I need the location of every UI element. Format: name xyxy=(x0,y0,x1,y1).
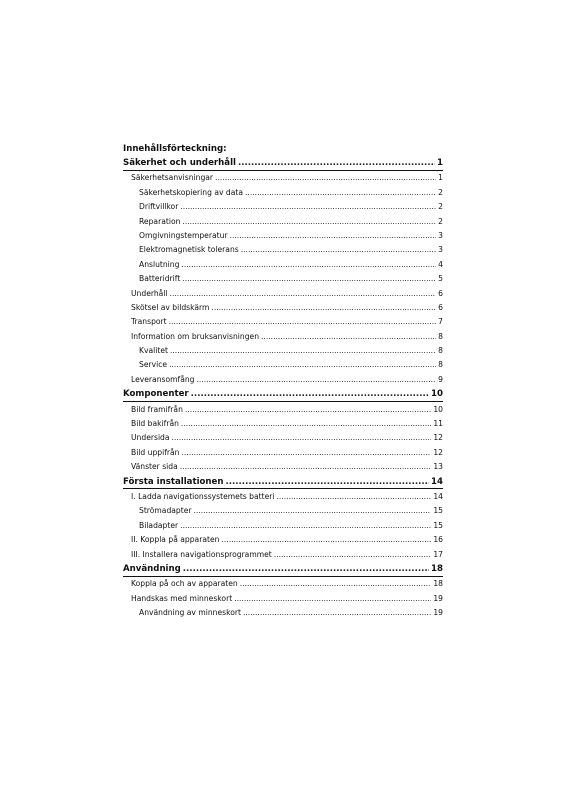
toc-section-heading[interactable] xyxy=(123,475,443,490)
toc-page-number: 18 xyxy=(431,563,443,574)
toc-entry[interactable] xyxy=(123,243,443,257)
toc-dot-leader xyxy=(169,315,437,329)
toc-section-heading[interactable] xyxy=(123,387,443,402)
toc-dot-leader xyxy=(170,344,436,358)
toc-entry[interactable] xyxy=(123,344,443,358)
toc-entry-title: Första installationen xyxy=(123,476,224,487)
toc-page-number: 2 xyxy=(438,202,443,212)
toc-entry-title: II. Koppla på apparaten xyxy=(131,535,220,545)
toc-entry-title: Strömadapter xyxy=(139,506,192,516)
toc-dot-leader xyxy=(191,387,429,401)
toc-entry-title: Säkerhetskopiering av data xyxy=(139,187,243,197)
toc-entry[interactable] xyxy=(123,519,443,533)
toc-dot-leader xyxy=(194,504,432,518)
toc-dot-leader xyxy=(243,606,431,620)
toc-page-number: 9 xyxy=(438,374,443,384)
toc-entry-title: Handskas med minneskort xyxy=(131,593,233,603)
toc-page-number: 2 xyxy=(438,187,443,197)
toc-entry-title: I. Ladda navigationssystemets batteri xyxy=(131,491,275,501)
toc-page-number: 4 xyxy=(438,259,443,269)
toc-dot-leader xyxy=(181,258,436,272)
toc-entry[interactable] xyxy=(123,577,443,591)
toc-entry[interactable] xyxy=(123,548,443,562)
toc-entry-title: Underhåll xyxy=(131,288,168,298)
toc-entry[interactable] xyxy=(123,373,443,387)
toc-page-number: 19 xyxy=(433,608,443,618)
toc-entry[interactable] xyxy=(123,592,443,606)
toc-entry[interactable] xyxy=(123,287,443,301)
toc-entry[interactable] xyxy=(123,258,443,272)
toc-entry[interactable] xyxy=(123,460,443,474)
toc-entry-title: Omgivningstemperatur xyxy=(139,230,228,240)
toc-dot-leader xyxy=(183,562,429,576)
toc-page-number: 5 xyxy=(438,274,443,284)
toc-dot-leader xyxy=(230,229,437,243)
toc-page-number: 14 xyxy=(431,476,443,487)
toc-dot-leader xyxy=(185,403,431,417)
toc-page-number: 6 xyxy=(438,288,443,298)
table-of-contents xyxy=(123,143,443,621)
toc-section-heading[interactable] xyxy=(123,156,443,171)
toc-page-number: 14 xyxy=(433,491,443,501)
toc-entry-title: Transport xyxy=(131,317,167,327)
toc-entry[interactable] xyxy=(123,417,443,431)
toc-page-number: 12 xyxy=(433,447,443,457)
toc-entry-title: Batteridrift xyxy=(139,274,181,284)
toc-entry-title: III. Installera navigationsprogrammet xyxy=(131,549,272,559)
toc-entry[interactable] xyxy=(123,533,443,547)
toc-dot-leader xyxy=(182,446,432,460)
toc-dot-leader xyxy=(221,533,431,547)
toc-dot-leader xyxy=(180,460,432,474)
toc-dot-leader xyxy=(211,301,436,315)
toc-dot-leader xyxy=(170,287,437,301)
toc-entry-title: Bild uppifrån xyxy=(131,447,180,457)
toc-entry-title: Bild bakifrån xyxy=(131,419,179,429)
toc-entry[interactable] xyxy=(123,200,443,214)
toc-entry-title: Skötsel av bildskärm xyxy=(131,302,210,312)
toc-page-number: 7 xyxy=(438,317,443,327)
toc-dot-leader xyxy=(261,330,436,344)
toc-page-number: 3 xyxy=(438,245,443,255)
toc-entry[interactable] xyxy=(123,171,443,185)
toc-dot-leader xyxy=(238,156,435,170)
toc-entry-title: Bild framifrån xyxy=(131,404,183,414)
toc-dot-leader xyxy=(215,171,436,185)
toc-title: Innehållsförteckning: xyxy=(123,144,227,154)
toc-dot-leader xyxy=(234,592,431,606)
toc-dot-leader xyxy=(180,200,436,214)
toc-page-number: 3 xyxy=(438,230,443,240)
toc-entry-title: Leveransomfång xyxy=(131,374,195,384)
toc-page-number: 2 xyxy=(438,216,443,226)
toc-page-number: 1 xyxy=(437,158,443,168)
toc-dot-leader xyxy=(180,519,431,533)
toc-entry[interactable] xyxy=(123,215,443,229)
toc-entry-title: Kvalitet xyxy=(139,346,168,356)
toc-entry[interactable] xyxy=(123,490,443,504)
toc-page-number: 16 xyxy=(433,535,443,545)
toc-entry-title: Säkerhet och underhåll xyxy=(123,158,236,168)
toc-page-number: 18 xyxy=(433,579,443,589)
toc-entry[interactable] xyxy=(123,446,443,460)
toc-page-number: 1 xyxy=(438,173,443,183)
toc-section-heading[interactable] xyxy=(123,562,443,577)
toc-entry[interactable] xyxy=(123,272,443,286)
toc-entry[interactable] xyxy=(123,301,443,315)
toc-dot-leader xyxy=(240,577,432,591)
toc-entry[interactable] xyxy=(123,330,443,344)
toc-page-number: 10 xyxy=(431,389,443,400)
toc-page-number: 11 xyxy=(433,419,443,429)
toc-dot-leader xyxy=(172,431,432,445)
toc-entry[interactable] xyxy=(123,403,443,417)
toc-dot-leader xyxy=(182,272,436,286)
toc-page-number: 10 xyxy=(433,404,443,414)
toc-entry-title: Anslutning xyxy=(139,259,180,269)
toc-entry-title: Säkerhetsanvisningar xyxy=(131,173,214,183)
toc-dot-leader xyxy=(182,215,436,229)
toc-page-number: 13 xyxy=(433,462,443,472)
toc-entry[interactable] xyxy=(123,315,443,329)
toc-page-number: 19 xyxy=(433,593,443,603)
toc-list xyxy=(123,156,443,621)
toc-page-number: 15 xyxy=(433,520,443,530)
toc-page-number: 8 xyxy=(438,346,443,356)
toc-entry[interactable] xyxy=(123,229,443,243)
toc-entry[interactable] xyxy=(123,186,443,200)
toc-entry-title: Service xyxy=(139,360,168,370)
toc-entry-title: Komponenter xyxy=(123,389,189,400)
toc-entry[interactable] xyxy=(123,358,443,372)
toc-entry[interactable] xyxy=(123,606,443,620)
toc-entry-title: Användning xyxy=(123,563,181,574)
toc-dot-leader xyxy=(245,186,436,200)
toc-entry-title: Vänster sida xyxy=(131,462,178,472)
toc-page-number: 15 xyxy=(433,506,443,516)
toc-entry-title: Användning av minneskort xyxy=(139,608,241,618)
toc-dot-leader xyxy=(169,358,436,372)
toc-entry-title: Undersida xyxy=(131,433,170,443)
toc-dot-leader xyxy=(196,373,436,387)
toc-dot-leader xyxy=(181,417,431,431)
toc-page-number: 6 xyxy=(438,302,443,312)
toc-entry-title: Driftvillkor xyxy=(139,202,179,212)
toc-entry[interactable] xyxy=(123,431,443,445)
toc-entry-title: Elektromagnetisk tolerans xyxy=(139,245,239,255)
toc-page-number: 8 xyxy=(438,360,443,370)
toc-entry-title: Biladapter xyxy=(139,520,179,530)
toc-entry[interactable] xyxy=(123,504,443,518)
toc-page-number: 17 xyxy=(433,549,443,559)
toc-dot-leader xyxy=(274,548,432,562)
toc-page-number: 12 xyxy=(433,433,443,443)
toc-page-number: 8 xyxy=(438,331,443,341)
toc-entry-title: Reparation xyxy=(139,216,181,226)
toc-entry-title: Information om bruksanvisningen xyxy=(131,331,260,341)
toc-dot-leader xyxy=(225,475,429,489)
toc-dot-leader xyxy=(277,490,432,504)
toc-dot-leader xyxy=(241,243,436,257)
toc-entry-title: Koppla på och av apparaten xyxy=(131,579,238,589)
